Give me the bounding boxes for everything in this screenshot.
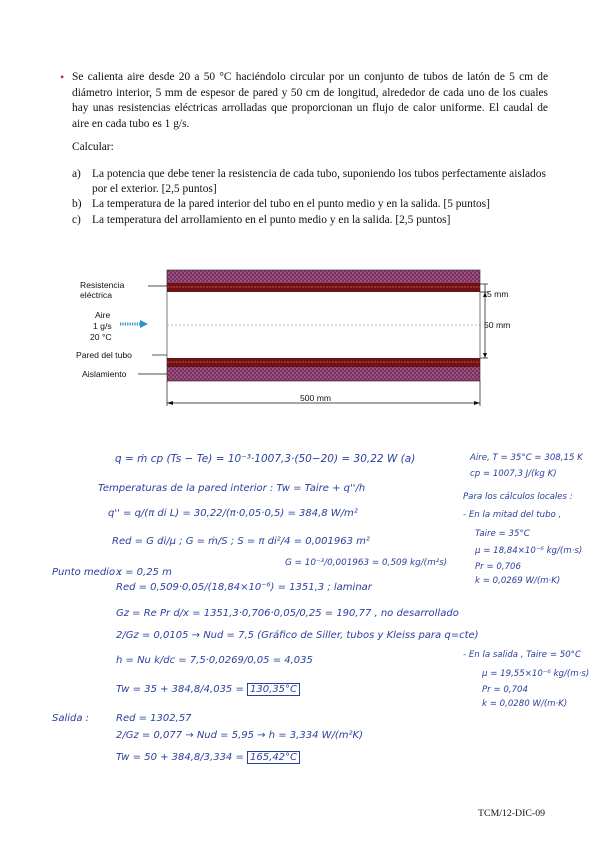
note-k-exit: k = 0,0280 W/(m·K) bbox=[482, 699, 568, 709]
bullet-icon: • bbox=[60, 70, 65, 84]
note-pr-exit: Pr = 0,704 bbox=[482, 685, 528, 695]
note-air-temp: Aire, T = 35°C = 308,15 K bbox=[470, 453, 583, 463]
air-arrowhead-icon bbox=[140, 320, 148, 328]
note-midpoint: - En la mitad del tubo , bbox=[463, 510, 562, 520]
label-aire: Aire bbox=[95, 310, 111, 320]
part-c: c) La temperatura del arrollamiento en el punto medio y en la salida. [2,5 puntos] bbox=[72, 213, 451, 226]
part-b: b) La temperatura de la pared interior del tubo en el punto medio y en la salida. [5 puntos] bbox=[72, 198, 490, 211]
result-tw-mid: 130,35°C bbox=[247, 683, 300, 696]
insulation-bottom bbox=[167, 367, 480, 381]
label-punto-medio: Punto medio : bbox=[52, 567, 122, 578]
solution-reynolds: Red = 0,509·0,05/(18,84×10⁻⁶) = 1351,3 ; laminar bbox=[116, 582, 372, 593]
solution-x: x = 0,25 m bbox=[116, 567, 172, 578]
note-pr-mid: Pr = 0,706 bbox=[475, 562, 521, 572]
label-resistencia: Resistencia eléctrica bbox=[80, 280, 125, 300]
note-cp: cp = 1007,3 J/(kg K) bbox=[470, 469, 557, 479]
solution-nusselt: 2/Gz = 0,0105 → Nud = 7,5 (Gráfico de Siller, tubos y Kleiss para q=cte) bbox=[116, 630, 479, 641]
calc-label: Calcular: bbox=[72, 141, 114, 153]
note-mu-mid: μ = 18,84×10⁻⁶ kg/(m·s) bbox=[475, 546, 583, 556]
label-500mm: 500 mm bbox=[300, 393, 332, 403]
note-t-mid: Taire = 35°C bbox=[475, 529, 530, 539]
note-k-mid: k = 0,0269 W/(m·K) bbox=[475, 576, 561, 586]
result-tw-exit: 165,42°C bbox=[247, 751, 300, 764]
solution-tw-exit: Tw = 50 + 384,8/3,334 = 165,42°C bbox=[116, 752, 300, 763]
solution-graetz: Gz = Re Pr d/x = 1351,3·0,706·0,05/0,25 = 190,77 , no desarrollado bbox=[116, 608, 459, 619]
solution-h: h = Nu k/dc = 7,5·0,0269/0,05 = 4,035 bbox=[116, 655, 313, 666]
solution-wall-temp: Temperaturas de la pared interior : Tw = Taire + q''/h bbox=[98, 483, 366, 494]
solution-tw-mid: Tw = 35 + 384,8/4,035 = 130,35°C bbox=[116, 684, 300, 695]
note-local-calc: Para los cálculos locales : bbox=[463, 492, 573, 502]
label-5mm: 5 mm bbox=[487, 289, 509, 299]
label-50mm: 50 mm bbox=[484, 320, 511, 330]
label-temp-entrada: 20 °C bbox=[90, 332, 112, 342]
note-mu-exit: μ = 19,55×10⁻⁶ kg/(m·s) bbox=[482, 669, 590, 679]
part-a: a) La potencia que debe tener la resistencia de cada tubo, suponiendo los tubos perfectamente aislados por el exterior. [2,5 puntos] bbox=[72, 168, 546, 196]
insulation-top bbox=[167, 270, 480, 283]
problem-text: Se calienta aire desde 20 a 50 °C haciéndolo circular por un conjunto de tubos de latón de 5 cm de diámetro interior, 5 mm de espesor de pared y 50 cm de longitud, alrededor de cada uno de los cuales hay unas resistencias eléctricas arrolladas que proporcionan un flujo de calor uniforme. El caudal de aire en cada tubo es 1 g/s. bbox=[72, 71, 548, 130]
solution-exit-nusselt: 2/Gz = 0,077 → Nud = 5,95 → h = 3,334 W/(m²K) bbox=[116, 730, 363, 741]
note-exit: - En la salida , Taire = 50°C bbox=[463, 650, 581, 660]
label-aislamiento: Aislamiento bbox=[82, 369, 127, 379]
footer-code: TCM/12-DIC-09 bbox=[478, 808, 545, 819]
solution-re-exit: Red = 1302,57 bbox=[116, 713, 192, 724]
solution-mass-flux: G = 10⁻³/0,001963 = 0,509 kg/(m²s) bbox=[285, 558, 448, 568]
label-pared: Pared del tubo bbox=[76, 350, 132, 360]
solution-reynolds-def: Red = G di/μ ; G = ṁ/S ; S = π di²/4 = 0,001963 m² bbox=[112, 536, 370, 547]
solution-power: q = ṁ cp (Ts − Te) = 10⁻³·1007,3·(50−20) = 30,22 W (a) bbox=[115, 453, 416, 465]
label-caudal: 1 g/s bbox=[93, 321, 112, 331]
solution-heat-flux: q'' = q/(π di L) = 30,22/(π·0,05·0,5) = 384,8 W/m² bbox=[108, 508, 358, 519]
label-salida: Salida : bbox=[52, 713, 90, 724]
